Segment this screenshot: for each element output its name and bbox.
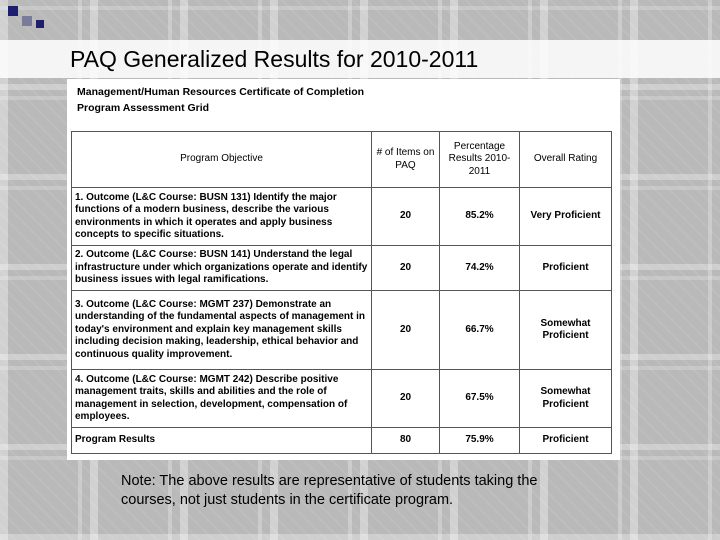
percent-cell: 85.2% [440, 188, 520, 246]
objective-cell: 3. Outcome (L&C Course: MGMT 237) Demonstrate an understanding of the fundamental aspects of management in today's environment and explain key management skills including decision making, leadership, ethical behavior and continuous quality improvement. [72, 291, 372, 370]
table-row [72, 188, 612, 246]
summary-percent: 75.9% [440, 428, 520, 454]
logo-squares-icon [8, 6, 48, 42]
summary-rating: Proficient [520, 428, 612, 454]
objective-cell: 4. Outcome (L&C Course: MGMT 242) Describe positive management traits, skills and abilities and the role of management in selection, development, compensation of employees. [72, 370, 372, 428]
percent-cell: 66.7% [440, 291, 520, 370]
results-note: Note: The above results are representative of students taking the courses, not just students in the certificate program. [121, 473, 538, 508]
table-panel [67, 79, 620, 460]
rating-cell: Somewhat Proficient [520, 370, 612, 428]
items-cell: 20 [372, 370, 440, 428]
table-row [72, 291, 612, 370]
grid-heading: Management/Human Resources Certificate of Completion [77, 86, 365, 98]
rating-cell: Proficient [520, 246, 612, 291]
percent-cell: 67.5% [440, 370, 520, 428]
column-header-percent: Percentage Results 2010-2011 [440, 132, 520, 188]
column-header-rating: Overall Rating [520, 132, 612, 188]
column-header-objective: Program Objective [72, 132, 372, 188]
objective-cell: 2. Outcome (L&C Course: BUSN 141) Understand the legal infrastructure under which organizations operate and identify business issues with legal ramifications. [72, 246, 372, 291]
items-cell: 20 [372, 188, 440, 246]
table-row [72, 370, 612, 428]
rating-cell: Very Proficient [520, 188, 612, 246]
column-header-items: # of Items on PAQ [372, 132, 440, 188]
summary-items: 80 [372, 428, 440, 454]
summary-label: Program Results [72, 428, 372, 454]
grid-subheading: Program Assessment Grid [77, 102, 210, 114]
slide-title: PAQ Generalized Results for 2010-2011 [70, 46, 479, 72]
table-header-row [72, 132, 612, 188]
summary-row [72, 428, 612, 454]
rating-cell: Somewhat Proficient [520, 291, 612, 370]
objective-cell: 1. Outcome (L&C Course: BUSN 131) Identify the major functions of a modern business, describe the various environments in which it operates and apply business concepts to specific situations. [72, 188, 372, 246]
assessment-grid [71, 131, 612, 454]
items-cell: 20 [372, 291, 440, 370]
table-row [72, 246, 612, 291]
items-cell: 20 [372, 246, 440, 291]
percent-cell: 74.2% [440, 246, 520, 291]
